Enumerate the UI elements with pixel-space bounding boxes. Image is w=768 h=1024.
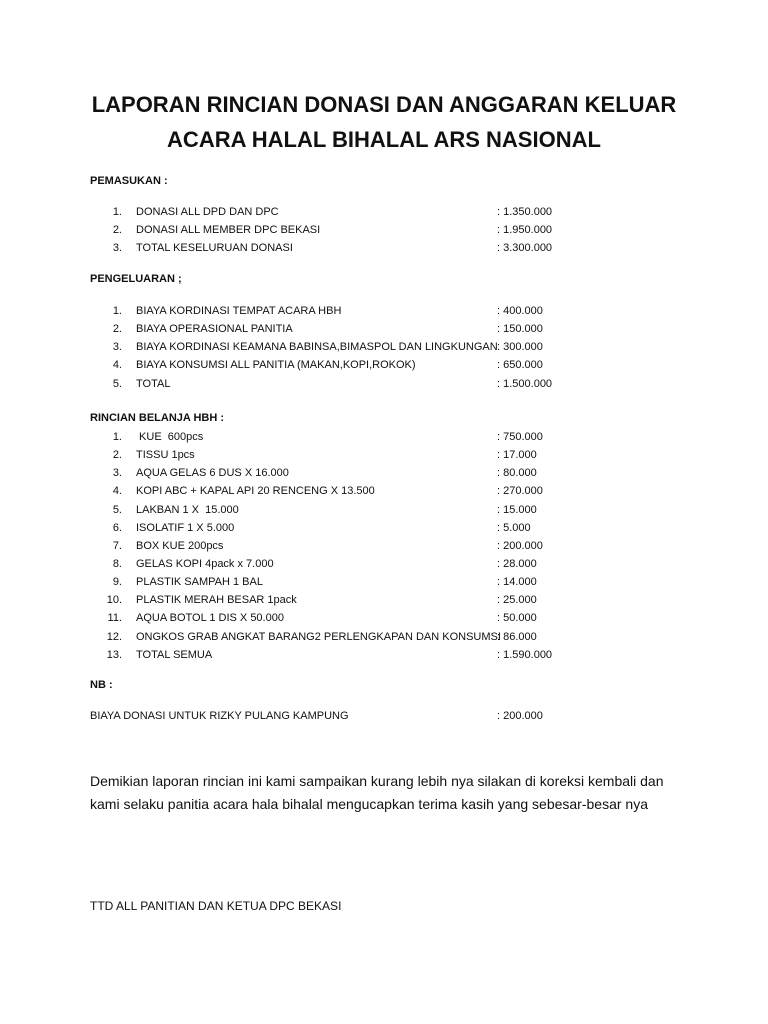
signature-line: TTD ALL PANITIAN DAN KETUA DPC BEKASI: [90, 899, 342, 913]
list-item: [0, 609, 768, 627]
item-description: PLASTIK MERAH BESAR 1pack: [136, 594, 297, 607]
item-number: 4.: [112, 359, 122, 372]
item-number: 7.: [112, 539, 122, 552]
list-item: [0, 501, 768, 519]
item-number: 1.: [112, 431, 122, 443]
item-amount: : 400.000: [497, 305, 543, 317]
item-amount: : 15.000: [497, 503, 537, 516]
closing-line-1: Demikian laporan rincian ini kami sampaikan kurang lebih nya silakan di koreksi kembali dan: [90, 773, 664, 789]
item-amount: : 270.000: [497, 485, 543, 498]
item-amount: : 750.000: [497, 431, 543, 443]
list-item: [0, 428, 768, 446]
item-amount: : 25.000: [497, 594, 537, 607]
list-item: [0, 338, 768, 356]
item-amount: : 14.000: [497, 576, 537, 589]
item-amount: : 1.500.000: [497, 377, 553, 390]
item-amount: : 86.000: [497, 630, 537, 643]
item-number: 2.: [112, 323, 122, 336]
item-number: 9.: [112, 576, 122, 589]
closing-line-2: kami selaku panitia acara hala bihalal mengucapkan terima kasih yang sebesar-besar nya: [90, 796, 648, 812]
item-amount: : 50.000: [497, 612, 537, 625]
list-item: [0, 356, 768, 374]
item-amount: : 1.950.000: [497, 224, 553, 237]
item-amount: : 1.350.000: [497, 206, 553, 218]
item-description: KOPI ABC + KAPAL API 20 RENCENG X 13.500: [136, 485, 375, 498]
item-number: 5.: [112, 377, 122, 390]
item-description: TOTAL: [136, 377, 171, 390]
pemasukan-heading: PEMASUKAN :: [90, 175, 168, 187]
item-amount: : 80.000: [497, 467, 537, 480]
item-amount: : 1.590.000: [497, 648, 553, 661]
item-description: ONGKOS GRAB ANGKAT BARANG2 PERLENGKAPAN DAN KONSUMSI: [136, 630, 501, 643]
item-description: KUE 600pcs: [136, 431, 204, 443]
item-amount: : 150.000: [497, 323, 543, 336]
item-number: 12.: [106, 630, 122, 643]
item-amount: : 17.000: [497, 449, 537, 462]
item-description: ISOLATIF 1 X 5.000: [136, 521, 235, 534]
item-description: BOX KUE 200pcs: [136, 539, 224, 552]
item-amount: : 300.000: [497, 341, 543, 354]
list-item: [0, 628, 768, 646]
item-description: TOTAL KESELURUAN DONASI: [136, 242, 293, 255]
item-description: LAKBAN 1 X 15.000: [136, 503, 239, 516]
list-item: [0, 375, 768, 393]
item-number: 1.: [112, 305, 122, 317]
list-item: [0, 239, 768, 257]
item-number: 13.: [106, 648, 122, 661]
nb-description: BIAYA DONASI UNTUK RIZKY PULANG KAMPUNG: [90, 710, 349, 722]
item-number: 5.: [112, 503, 122, 516]
list-item: [0, 555, 768, 573]
closing-paragraph: [90, 770, 690, 816]
item-amount: : 3.300.000: [497, 242, 553, 255]
item-description: BIAYA KORDINASI TEMPAT ACARA HBH: [136, 305, 342, 317]
list-item: [0, 221, 768, 239]
item-description: BIAYA KONSUMSI ALL PANITIA (MAKAN,KOPI,ROKOK): [136, 359, 416, 372]
item-description: BIAYA OPERASIONAL PANITIA: [136, 323, 293, 336]
item-number: 2.: [112, 449, 122, 462]
item-number: 4.: [112, 485, 122, 498]
nb-heading: NB :: [90, 679, 113, 691]
item-description: DONASI ALL MEMBER DPC BEKASI: [136, 224, 321, 237]
item-number: 3.: [112, 467, 122, 480]
list-item: [0, 519, 768, 537]
item-description: TOTAL SEMUA: [136, 648, 213, 661]
pengeluaran-list: [0, 302, 768, 393]
item-number: 2.: [112, 224, 122, 237]
list-item: [0, 482, 768, 500]
list-item: [0, 464, 768, 482]
item-description: BIAYA KORDINASI KEAMANA BABINSA,BIMASPOL DAN LINGKUNGAN: [136, 341, 498, 354]
list-item: [0, 320, 768, 338]
item-amount: : 200.000: [497, 539, 543, 552]
item-number: 1.: [112, 206, 122, 218]
item-description: TISSU 1pcs: [136, 449, 195, 462]
rincian-list: [0, 428, 768, 664]
item-amount: : 5.000: [497, 521, 531, 534]
pengeluaran-heading: PENGELUARAN ;: [90, 273, 182, 285]
item-number: 8.: [112, 557, 122, 570]
list-item: [0, 302, 768, 320]
item-number: 3.: [112, 341, 122, 354]
pemasukan-list: [0, 203, 768, 257]
item-amount: : 28.000: [497, 557, 537, 570]
item-number: 11.: [107, 612, 122, 625]
item-amount: : 650.000: [497, 359, 543, 372]
item-number: 3.: [112, 242, 122, 255]
item-number: 10.: [106, 594, 122, 607]
list-item: [0, 203, 768, 221]
item-description: PLASTIK SAMPAH 1 BAL: [136, 576, 263, 589]
rincian-heading: RINCIAN BELANJA HBH :: [90, 412, 225, 424]
item-description: AQUA BOTOL 1 DIS X 50.000: [136, 612, 284, 625]
item-description: DONASI ALL DPD DAN DPC: [136, 206, 279, 218]
item-number: 6.: [112, 521, 122, 534]
item-description: AQUA GELAS 6 DUS X 16.000: [136, 467, 289, 480]
list-item: [0, 537, 768, 555]
list-item: [0, 591, 768, 609]
list-item: [0, 446, 768, 464]
document-title-line-2: ACARA HALAL BIHALAL ARS NASIONAL: [167, 127, 601, 152]
list-item: [0, 646, 768, 664]
nb-amount: : 200.000: [497, 710, 543, 722]
item-description: GELAS KOPI 4pack x 7.000: [136, 557, 274, 570]
list-item: [0, 573, 768, 591]
document-title-line-1: LAPORAN RINCIAN DONASI DAN ANGGARAN KELUAR: [91, 92, 677, 117]
